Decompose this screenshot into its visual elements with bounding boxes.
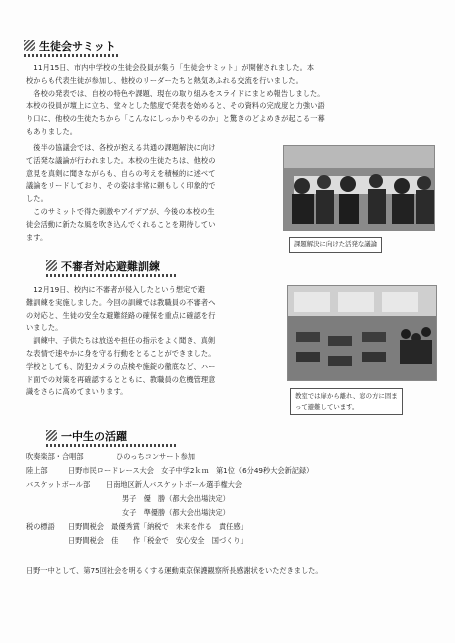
drill-photo <box>287 285 437 381</box>
heading-underline <box>24 54 120 57</box>
text-line: もありました。 <box>26 126 78 136</box>
text-line: 識をさらに高めてまいります。 <box>26 387 128 397</box>
text-line: 訓練中、子供たちは放送や担任の指示をよく聞き、真剣 <box>26 336 216 346</box>
text-line: 11月15日、市内中学校の生徒会役員が集う「生徒会サミット」が開催されました。本 <box>26 63 315 72</box>
heading-mark-icon <box>24 40 35 51</box>
summit-photo <box>283 145 435 231</box>
summit-photo-caption: 課題解決に向けた活発な議論 <box>289 237 382 253</box>
text-line: な表情で速やかに身を守る行動をとることができました。 <box>26 348 216 358</box>
text-line: いました。 <box>26 323 63 333</box>
activity-detail: 日野間税会 佳 作「税金で 安心安全 国づくり」 <box>68 536 248 545</box>
drill-photo-caption <box>290 388 403 415</box>
text-line: て活発な議論が行われました。本校の生徒たちは、他校の <box>26 155 216 165</box>
heading-underline <box>46 444 176 447</box>
summit-intro <box>26 62 325 139</box>
text-line: 難訓練を実施しました。今回の訓練では教職員の不審者へ <box>26 297 216 307</box>
activity-club: 陸上部 <box>26 466 48 475</box>
text-line: 学校としても、防犯カメラの点検や施錠の徹底など、ハー <box>26 361 216 371</box>
activity-club: 税の標語 <box>26 522 55 531</box>
activity-detail: 日野間税会 最優秀賞「納税で 未来を作る 責任感」 <box>68 522 248 531</box>
activity-club: バスケットボール部 <box>26 480 91 489</box>
text-line: 徒会活動に新たな風を吹き込んでくれることを期待してい <box>26 219 216 229</box>
text-line: り口に、他校の生徒たちから「こんなにしっかりやるのか」と驚きのどよめきが起こる一幕 <box>26 114 325 124</box>
text-line: 議論をリードしており、その姿は非常に頼もしく印象的で <box>26 181 216 191</box>
text-line: 12月19日、校内に不審者が侵入したという想定で避 <box>26 285 206 294</box>
heading-mark-icon <box>46 260 57 271</box>
text-line: このサミットで得た刺激やアイデアが、今後の本校の生 <box>26 206 215 216</box>
text-line: 本校の役員が壇上に立ち、堂々とした態度で発表を始めると、その資料の完成度と力強い語 <box>26 101 325 111</box>
activity-club: 吹奏楽部・合唱部 <box>26 452 84 461</box>
text-line: 校からも代表生徒が参加し、他校のリーダーたちと熱気あふれる交流を行いました。 <box>26 75 303 85</box>
activity-detail: 女子 準優勝（都大会出場決定） <box>122 508 230 517</box>
activities-heading <box>46 428 176 444</box>
caption-line: って避難しています。 <box>295 402 359 411</box>
text-line: 後半の協議会では、各校が抱える共通の課題解決に向け <box>26 143 216 152</box>
text-line: 意見を真剣に聞きながらも、自らの考えを積極的に述べて <box>26 168 216 178</box>
text-line: した。 <box>26 194 48 204</box>
text-line: 各校の発表では、自校の特色や課題、現在の取り組みをスライドにまとめ報告しました。 <box>26 88 325 98</box>
closing-text: 日野一中として、第75回社会を明るくする運動東京保護観察所長感謝状をいただきました。 <box>26 566 323 575</box>
summit-heading <box>24 38 120 54</box>
activity-detail: 男子 優 勝（都大会出場決定） <box>122 494 230 503</box>
activity-detail: ひのっちコンサート参加 <box>116 452 195 461</box>
summit-body <box>26 142 215 244</box>
text-line: ます。 <box>26 232 48 242</box>
activity-detail: 日野市民ロードレース大会 女子中学2ｋｍ 第1位（6分49秒大会新記録） <box>68 466 314 475</box>
summit-title: 生徒会サミット <box>39 40 116 53</box>
heading-mark-icon <box>46 430 57 441</box>
text-line: の対応と、生徒の安全な避難経路の確保を重点に確認を行 <box>26 310 216 320</box>
activities-title: 一中生の活躍 <box>61 430 127 443</box>
drill-title: 不審者対応避難訓練 <box>61 260 160 273</box>
heading-underline <box>46 274 178 277</box>
text-line: ド面での対策を再確認するとともに、教職員の危機管理意 <box>26 374 216 384</box>
activity-detail: 日南地区新人バスケットボール選手権大会 <box>106 480 243 489</box>
drill-heading <box>46 258 178 274</box>
caption-line: 教室では扉から離れ、窓の方に固ま <box>295 392 398 400</box>
drill-body <box>26 284 215 399</box>
